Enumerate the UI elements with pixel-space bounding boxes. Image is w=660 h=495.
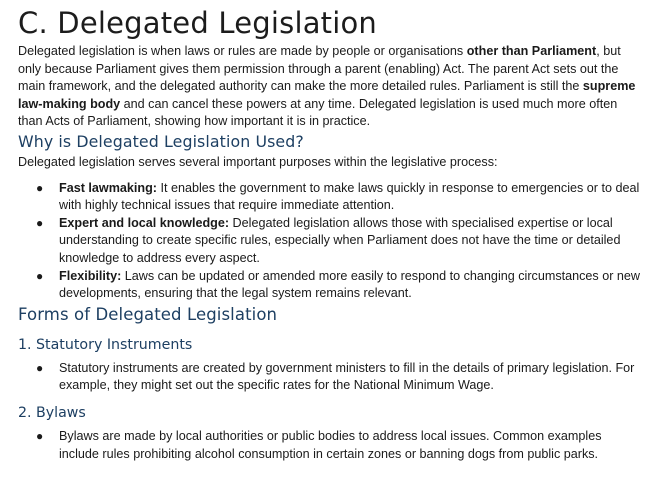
intro-text-1: Delegated legislation is when laws or rules are made by people or organisations	[18, 44, 467, 58]
intro-text-3: and can cancel these powers at any time. Delegated legislation is used much more often than Acts of Parliament, showing how important it is in practice.	[18, 96, 618, 129]
intro-bold-1: other than Parliament	[466, 44, 597, 58]
bullet-icon: ●	[36, 428, 44, 443]
why-lead-paragraph: Delegated legislation serves several important purposes within the legislative process:	[18, 154, 498, 169]
list-item-text: Statutory instruments are created by government ministers to fill in the details of primary legislation. For example, they might set out the specific rates for the National Minimum Wage.	[59, 360, 635, 393]
intro-text-2: , but only because Parliament gives them permission through a parent (enabling) Act. The parent Act sets out the main framework, and the delegated authority can make the more detailed rules. Parliament is still the	[18, 44, 621, 94]
list-item-bold: Flexibility:	[59, 268, 122, 283]
list-item	[18, 180, 642, 215]
list-item-bold: Fast lawmaking:	[59, 180, 157, 195]
list-item-text: Bylaws are made by local authorities or public bodies to address local issues. Common examples include rules prohibiting alcohol consumption in certain zones or banning dogs from public parks.	[59, 428, 602, 461]
si-bullet-list	[18, 360, 642, 395]
intro-paragraph	[18, 43, 642, 131]
why-bullet-list	[18, 180, 642, 303]
list-item	[18, 360, 642, 395]
page-title: C. Delegated Legislation	[18, 6, 378, 40]
list-item-bold: Expert and local knowledge:	[59, 215, 230, 230]
list-item-text: It enables the government to make laws quickly in response to emergencies or to deal with highly technical issues that require immediate attention.	[59, 180, 640, 213]
bylaws-bullet-list	[18, 428, 642, 463]
section-heading-forms: Forms of Delegated Legislation	[18, 304, 278, 324]
section-heading-why: Why is Delegated Legislation Used?	[18, 131, 304, 151]
bullet-icon: ●	[36, 215, 44, 230]
list-item-text: Delegated legislation allows those with specialised expertise or local understanding to create specific rules, especially when Parliament does not have the time or detailed knowledge to address every aspect.	[59, 215, 621, 265]
subheading-bylaws: 2. Bylaws	[18, 404, 86, 421]
list-item	[18, 268, 642, 303]
bullet-icon: ●	[36, 268, 44, 283]
subheading-statutory-instruments: 1. Statutory Instruments	[18, 336, 193, 353]
list-item	[18, 428, 642, 463]
list-item	[18, 215, 642, 268]
list-item-text: Laws can be updated or amended more easily to respond to changing circumstances or new developments, ensuring that the legal system remains relevant.	[59, 268, 641, 301]
intro-bold-2: supreme law-making body	[18, 79, 636, 111]
bullet-icon: ●	[36, 180, 44, 195]
bullet-icon: ●	[36, 360, 44, 375]
